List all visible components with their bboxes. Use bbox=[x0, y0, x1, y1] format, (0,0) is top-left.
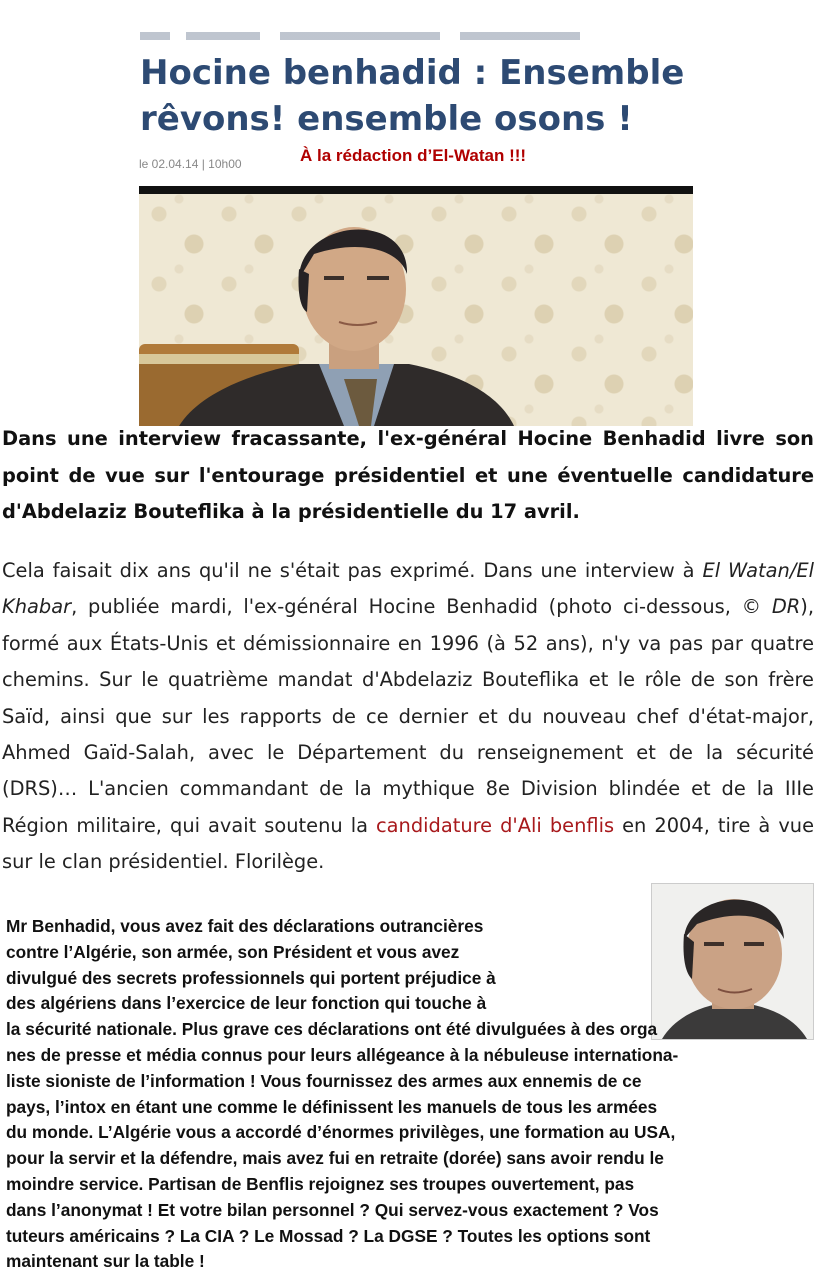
portrait-illustration bbox=[139, 194, 693, 426]
comment-line: contre l’Algérie, son armée, son Président et vous avez bbox=[6, 941, 460, 962]
reader-comment bbox=[6, 914, 832, 1275]
comment-line: moindre service. Partisan de Benflis rejoignez ses troupes ouvertement, pas bbox=[6, 1173, 635, 1194]
comment-line: tuteurs américains ? La CIA ? Le Mossad ? La DGSE ? Toutes les options sont bbox=[6, 1225, 651, 1246]
redaction-note: À la rédaction d’El-Watan !!! bbox=[300, 146, 527, 165]
photo-top-border bbox=[139, 186, 693, 194]
body-part-1: Cela faisait dix ans qu'il ne s'était pas exprimé. Dans une interview à bbox=[2, 559, 703, 582]
comment-line: du monde. L’Algérie vous a accordé d’énormes privilèges, une formation au USA, bbox=[6, 1122, 676, 1143]
comment-line: des algériens dans l’exercice de leur fonction qui touche à bbox=[6, 993, 487, 1014]
photo-credit: DR bbox=[771, 595, 801, 619]
comment-line: Mr Benhadid, vous avez fait des déclarations outrancières bbox=[6, 916, 484, 936]
article-lead: Dans une interview fracassante, l'ex-général Hocine Benhadid livre son point de vue sur l'entourage présidentiel et une éventuelle candidature d'Abdelaziz Bouteflika à la présidentielle du 17 avril. bbox=[2, 427, 814, 523]
comment-line: nes de presse et média connus pour leurs allégeance à la nébuleuse internationa- bbox=[6, 1044, 679, 1065]
body-part-2: , publiée mardi, l'ex-général Hocine Benhadid (photo ci-dessous, © bbox=[71, 595, 772, 619]
article-body bbox=[2, 553, 814, 881]
comment-line: divulgué des secrets professionnels qui portent préjudice à bbox=[6, 967, 496, 988]
article-title-line-1: Hocine benhadid : Ensemble bbox=[140, 53, 685, 93]
comment-line: liste sioniste de l’information ! Vous fournissez des armes aux ennemis de ce bbox=[6, 1070, 642, 1091]
body-part-3: ), formé aux États-Unis et démissionnaire en 1996 (à 52 ans), n'y va pas par quatre chemins. Sur le quatrième mandat d'Abdelaziz Bouteflika et le rôle de son frère Saïd, ainsi que sur les rapports de ce dernier et du nouveau chef d'état-major, Ahmed Gaïd-Salah, avec le Département du renseignement et de la sécurité (DRS)… L'ancien commandant de la mythique 8e Division blindée et de la IIIe Région militaire, qui avait soutenu la bbox=[2, 595, 814, 837]
body-part-4: en 2004, tire à vue sur le clan présidentiel. Florilège. bbox=[2, 813, 815, 874]
benflis-candidature-link[interactable]: candidature d'Ali benflis bbox=[376, 813, 615, 837]
article-title-line-2: rêvons! ensemble osons ! bbox=[140, 99, 633, 139]
comment-line: dans l’anonymat ! Et votre bilan personnel ? Qui servez-vous exactement ? Vos bbox=[6, 1199, 659, 1220]
cropped-previous-heading bbox=[140, 28, 580, 40]
comment-line: maintenant sur la table ! bbox=[6, 1251, 205, 1272]
article-date: le 02.04.14 | 10h00 bbox=[139, 157, 242, 171]
source-name: El Watan/El Khabar bbox=[2, 559, 814, 619]
article-title bbox=[140, 50, 740, 142]
article-photo bbox=[139, 194, 693, 426]
comment-line: pour la servir et la défendre, mais avez fui en retraite (dorée) sans avoir rendu le bbox=[6, 1148, 664, 1169]
comment-line: pays, l’intox en étant une comme le définissent les manuels de tous les armées bbox=[6, 1096, 658, 1117]
comment-line: la sécurité nationale. Plus grave ces déclarations ont été divulguées à des orga bbox=[6, 1019, 658, 1040]
